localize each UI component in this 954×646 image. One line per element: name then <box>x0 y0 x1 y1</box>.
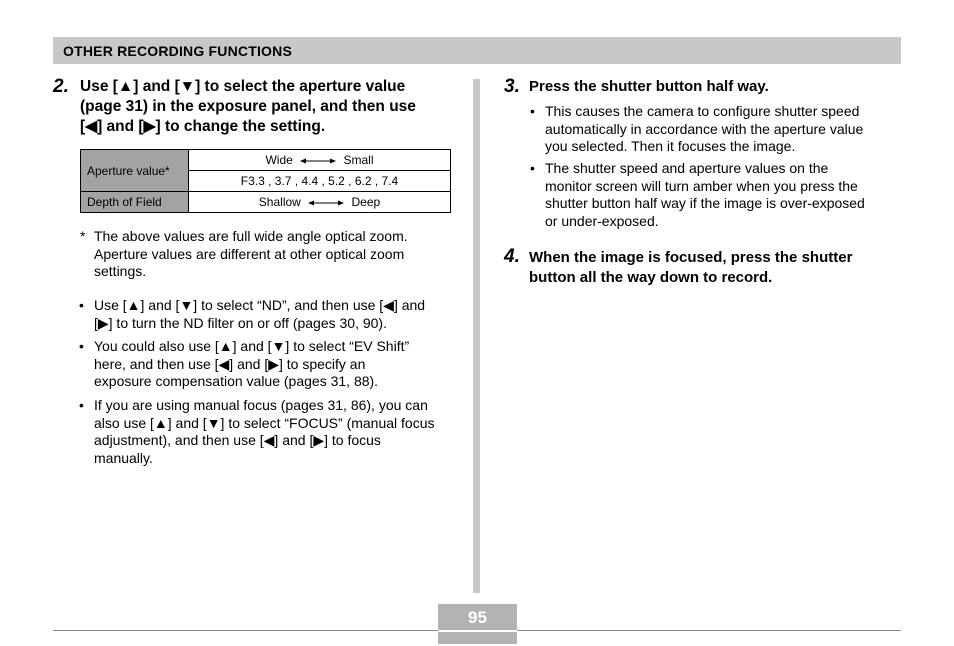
list-item <box>545 160 865 230</box>
step-2-line: (page 31) in the exposure panel, and then use <box>80 98 416 115</box>
bullet-mark: • <box>530 103 535 119</box>
step-2-number: 2. <box>53 76 69 97</box>
bullet-mark: • <box>79 297 84 313</box>
depth-range-cell <box>189 192 451 213</box>
step-2-instruction <box>80 77 416 137</box>
step-2-line: [◀] and [▶] to change the setting. <box>80 118 326 135</box>
list-item-line: [▶] to turn the ND filter on or off (pages 30, 90). <box>94 314 387 331</box>
section-title: OTHER RECORDING FUNCTIONS <box>63 43 292 59</box>
footnote-line: Aperture values are different at other optical zoom <box>94 245 405 262</box>
list-item-line: adjustment), and then use [◀] and [▶] to focus <box>94 432 381 448</box>
column-divider <box>473 79 480 593</box>
list-item-line: If you are using manual focus (pages 31, 86), you can <box>94 397 428 413</box>
list-item-line: also use [▲] and [▼] to select “FOCUS” (manual focus <box>94 414 435 431</box>
aperture-value-label: Aperture value* <box>81 150 189 192</box>
double-arrow-icon <box>308 199 344 207</box>
double-arrow-icon <box>300 157 336 165</box>
section-header-bar <box>53 37 901 64</box>
step-4-line: button all the way down to record. <box>529 269 773 286</box>
list-item <box>94 297 425 332</box>
list-item-line: here, and then use [◀] and [▶] to specify an <box>94 355 366 372</box>
footnote-line: The above values are full wide angle optical zoom. <box>94 228 408 244</box>
wide-label: Wide <box>265 153 293 167</box>
list-item-line: monitor screen will turn amber when you press the <box>545 177 858 194</box>
small-label: Small <box>343 153 374 167</box>
step-4-number: 4. <box>504 246 520 267</box>
deep-label: Deep <box>351 195 381 209</box>
list-item <box>94 338 409 391</box>
page-number-box <box>438 604 517 644</box>
list-item <box>94 397 435 467</box>
step-2-line: Use [▲] and [▼] to select the aperture value <box>80 78 406 95</box>
list-item-line: The shutter speed and aperture values on the <box>545 160 829 176</box>
page-box-separator <box>438 630 517 632</box>
list-item-line: exposure compensation value (pages 31, 88). <box>94 373 379 389</box>
aperture-range-cell <box>189 150 451 171</box>
list-item-line: or under-exposed. <box>545 212 659 229</box>
list-item-line: This causes the camera to configure shutter speed <box>545 103 860 119</box>
list-item-line: Use [▲] and [▼] to select “ND”, and then use [◀] and <box>94 297 426 313</box>
bullet-mark: • <box>79 338 84 354</box>
table-row <box>81 150 451 171</box>
list-item-line: manually. <box>94 449 153 466</box>
list-item-line: automatically in accordance with the aperture value <box>545 120 864 137</box>
step-3-instruction: Press the shutter button half way. <box>529 78 769 95</box>
step-3-number: 3. <box>504 76 520 97</box>
step-4-instruction <box>529 248 852 288</box>
table-row <box>81 192 451 213</box>
aperture-values-cell: F3.3 , 3.7 , 4.4 , 5.2 , 6.2 , 7.4 <box>189 171 451 192</box>
bullet-mark: • <box>530 160 535 176</box>
page-number: 95 <box>468 608 487 627</box>
bullet-mark: • <box>79 397 84 413</box>
step-4-line: When the image is focused, press the shutter <box>529 249 853 266</box>
shallow-label: Shallow <box>258 195 301 209</box>
depth-of-field-label: Depth of Field <box>81 192 189 213</box>
list-item <box>545 103 863 156</box>
aperture-table <box>80 149 451 213</box>
list-item-line: you selected. Then it focuses the image. <box>545 138 796 154</box>
footnote-line: settings. <box>94 263 147 279</box>
list-item-line: You could also use [▲] and [▼] to select “EV Shift” <box>94 338 410 354</box>
list-item-line: shutter button half way if the image is over-exposed <box>545 195 865 211</box>
footnote-mark: * <box>80 228 86 244</box>
footnote-text <box>94 228 408 281</box>
